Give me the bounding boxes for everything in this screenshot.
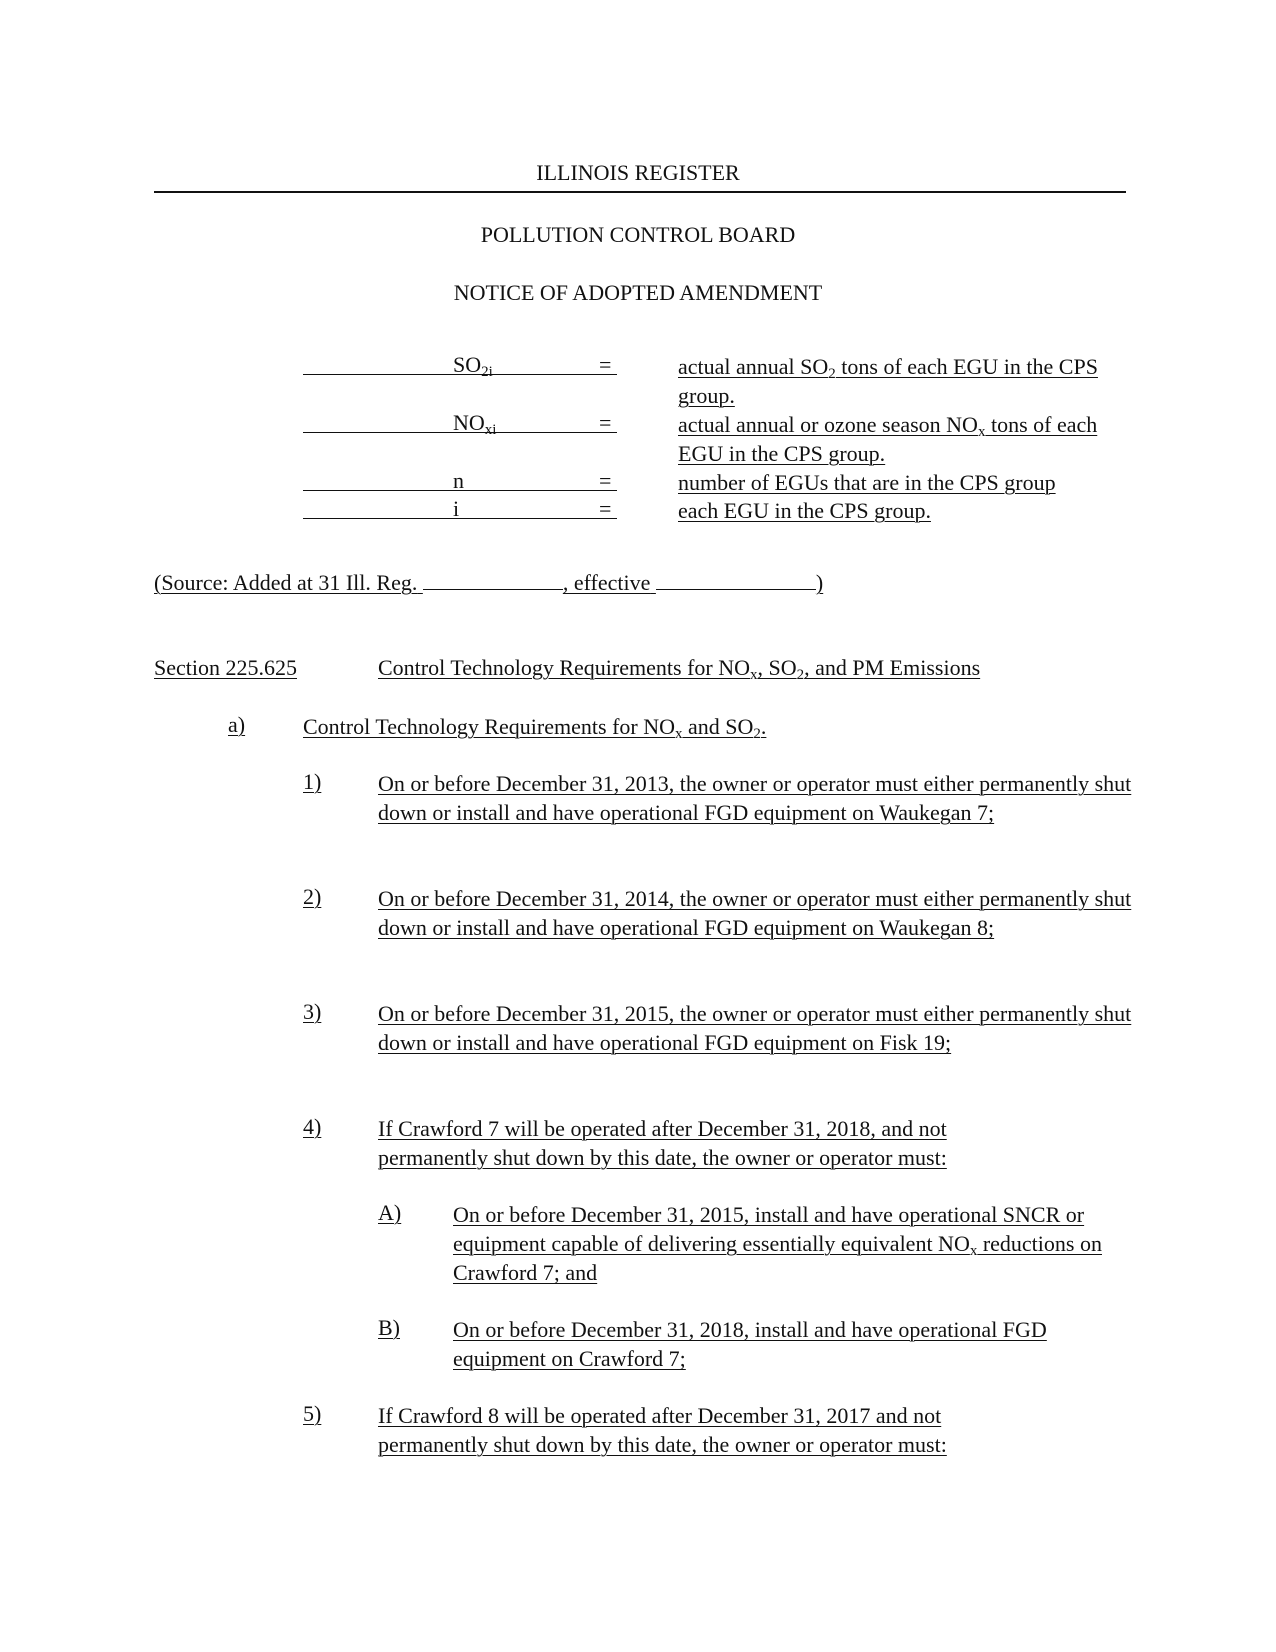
definition-row xyxy=(303,496,1103,526)
definition-row xyxy=(303,352,1103,410)
equals-sign: = xyxy=(599,468,612,493)
blank-line xyxy=(656,571,816,590)
equals-sign: = xyxy=(599,410,612,435)
subitem-text: On or before December 31, 2018, install and have operational FGD equipment on Crawford 7; xyxy=(453,1317,1047,1371)
definition-symbol: $NO_{xi}$ xyxy=(453,410,497,438)
item-label: 2) xyxy=(303,884,322,909)
item-label: 3) xyxy=(303,999,322,1024)
item-text: On or before December 31, 2015, the owner or operator must either permanently shut down or install and have operational FGD equipment on Fisk 19; xyxy=(378,1001,1132,1055)
board-name: POLLUTION CONTROL BOARD xyxy=(480,222,796,247)
definition-symbol: n xyxy=(453,468,464,493)
notice-title: NOTICE OF ADOPTED AMENDMENT xyxy=(453,280,823,305)
equals-sign: = xyxy=(599,352,612,377)
definition-text: each EGU in the CPS group. xyxy=(678,498,931,523)
item-text: On or before December 31, 2013, the owner or operator must either permanently shut down or install and have operational FGD equipment on Waukegan 7; xyxy=(378,771,1132,825)
item-text: On or before December 31, 2014, the owner or operator must either permanently shut down or install and have operational FGD equipment on Waukegan 8; xyxy=(378,886,1132,940)
header-divider xyxy=(154,191,1126,193)
source-note: (Source: Added at 31 Ill. Reg. , effective ) xyxy=(154,570,824,595)
subitem-text: On or before December 31, 2015, install and have operational SNCR or equipment capable of delivering essentially equivalent $NO_x$ reductions on Crawford 7; and xyxy=(453,1202,1102,1285)
definition-text: actual annual $SO_2$ tons of each EGU in the CPS group. xyxy=(678,354,1098,408)
register-title: ILLINOIS REGISTER xyxy=(536,160,740,185)
subitem-label: B) xyxy=(378,1315,400,1340)
equals-sign: = xyxy=(599,496,612,521)
definition-row xyxy=(303,410,1103,468)
definition-symbol: i xyxy=(453,496,460,521)
definition-text: actual annual or ozone season $NO_x$ tons of each EGU in the CPS group. xyxy=(678,412,1098,466)
item-text: If Crawford 8 will be operated after December 31, 2017 and not permanently shut down by this date, the owner or operator must: xyxy=(378,1403,947,1457)
definition-underline xyxy=(303,518,617,519)
section-number: Section 225.625 xyxy=(154,655,297,680)
item-label: 5) xyxy=(303,1401,322,1426)
subsection-label: a) xyxy=(228,712,246,737)
item-label: 4) xyxy=(303,1114,322,1139)
blank-line xyxy=(423,571,563,590)
subitem-label: A) xyxy=(378,1200,402,1225)
item-text: If Crawford 7 will be operated after December 31, 2018, and not permanently shut down by this date, the owner or operator must: xyxy=(378,1116,947,1170)
definition-symbol: $SO_{2i}$ xyxy=(453,352,493,380)
subsection-heading: Control Technology Requirements for $NO_x$ and $SO_2$. xyxy=(303,714,767,742)
definition-text: number of EGUs that are in the CPS group xyxy=(678,470,1056,495)
section-title: Control Technology Requirements for $NO_x$, $SO_2$, and PM Emissions xyxy=(378,655,981,683)
definition-row xyxy=(303,468,1103,498)
item-label: 1) xyxy=(303,769,322,794)
